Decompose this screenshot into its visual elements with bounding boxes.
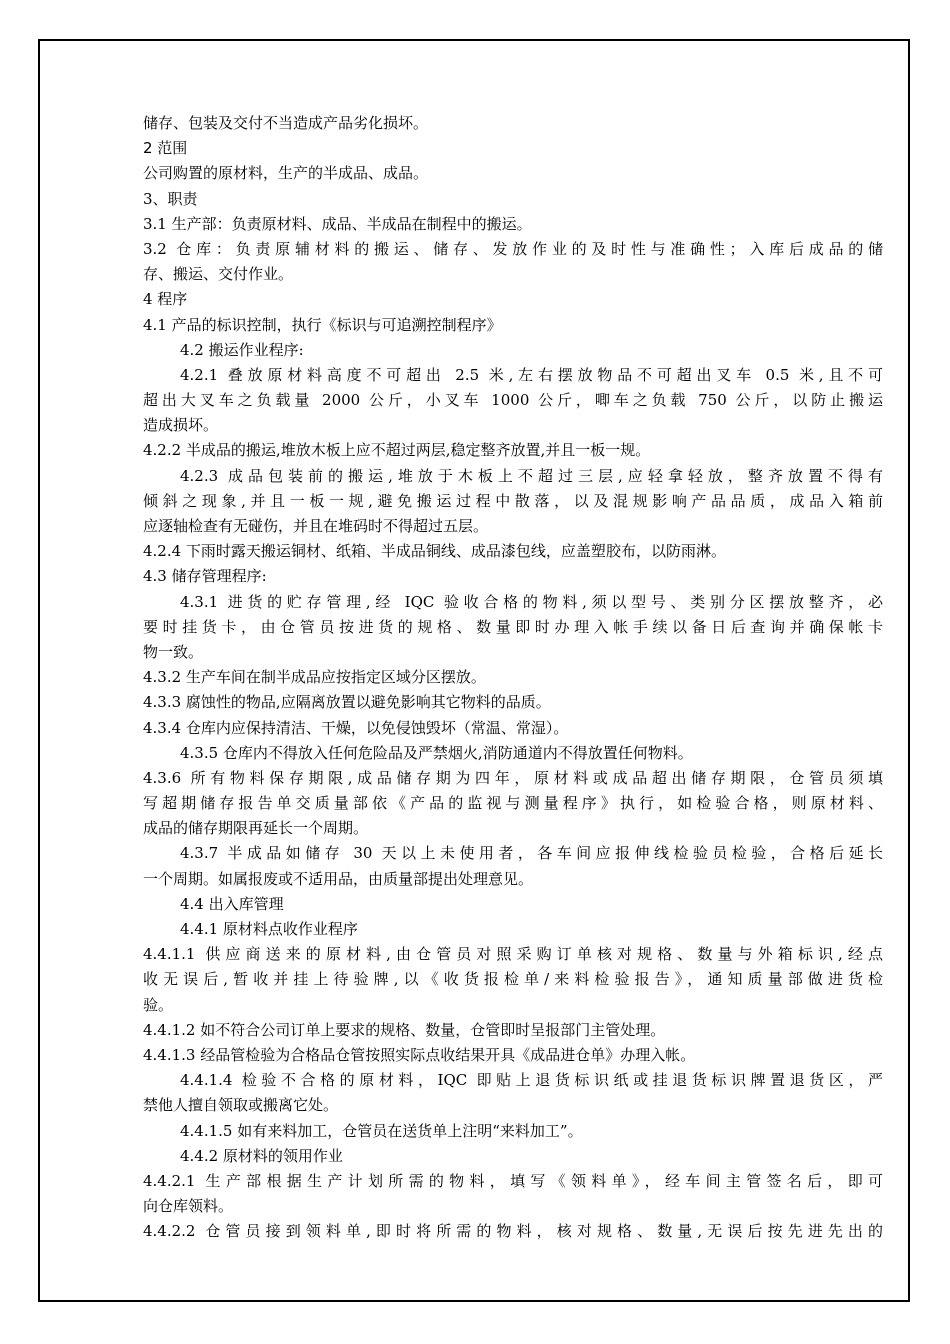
text-line: 公司购置的原材料，生产的半成品、成品。 — [143, 164, 429, 183]
text-line: 向仓库领料。 — [143, 1197, 234, 1216]
text-line: 超出大叉车之负载量 2000 公斤，小叉车 1000 公斤，唧车之负载 750 公斤，以防止搬运 — [143, 391, 883, 410]
subsection-heading: 4.4.1 原材料点收作业程序 — [180, 920, 358, 938]
text-line: 4.3.2 生产车间在制半成品应按指定区域分区摆放。 — [143, 668, 486, 687]
text-line: 4.4.1.5 如有来料加工，仓管员在送货单上注明“来料加工”。 — [180, 1121, 583, 1140]
text-line: 4.4.1.4 检验不合格的原材料，IQC 即贴上退货标识纸或挂退货标识牌置退货区，严 — [180, 1071, 883, 1090]
subsection-heading: 4.3 储存管理程序: — [143, 567, 267, 586]
text-line: 4.4.2.2 仓管员接到领料单,即时将所需的物料，核对规格、数量,无误后按先进先出的 — [143, 1222, 883, 1241]
text-line: 4.1 产品的标识控制，执行《标识与可追溯控制程序》 — [143, 315, 502, 334]
text-line: 应逐轴检查有无碰伤，并且在堆码时不得超过五层。 — [143, 517, 489, 535]
text-line: 4.3.4 仓库内应保持清洁、干燥，以免侵蚀毁坏（常温、常湿）。 — [143, 718, 569, 737]
text-line: 验。 — [143, 995, 174, 1014]
text-line: 4.3.3 腐蚀性的物品,应隔离放置以避免影响其它物料的品质。 — [143, 693, 551, 712]
text-line: 4.2.4 下雨时露天搬运铜材、纸箱、半成品铜线、成品漆包线，应盖塑胶布，以防雨淋。 — [143, 542, 726, 561]
text-line: 写超期储存报告单交质量部依《产品的监视与测量程序》执行，如检验合格，则原材料、 — [143, 794, 883, 813]
text-line: 4.2.1 叠放原材料高度不可超出 2.5 米,左右摆放物品不可超出叉车 0.5 米,且不可 — [180, 365, 883, 384]
text-line: 4.3.7 半成品如储存 30 天以上未使用者，各车间应报伸线检验员检验，合格后延长 — [180, 844, 883, 863]
text-line: 4.4.2.1 生产部根据生产计划所需的物料，填写《领料单》，经车间主管签名后，即可 — [143, 1171, 883, 1190]
text-line: 4.2.2 半成品的搬运,堆放木板上应不超过两层,稳定整齐放置,并且一板一规。 — [143, 441, 651, 460]
text-line: 要时挂货卡，由仓管员按进货的规格、数量即时办理入帐手续以备日后查询并确保帐卡 — [143, 617, 883, 636]
text-line: 4.4.1.3 经品管检验为合格品仓管按照实际点收结果开具《成品进仓单》办理入帐。 — [143, 1045, 696, 1064]
section-heading-procedure: 4 程序 — [143, 290, 188, 309]
text-line: 成品的储存期限再延长一个周期。 — [143, 819, 369, 838]
text-line: 禁他人擅自领取或搬离它处。 — [143, 1096, 339, 1115]
text-line: 存、搬运、交付作业。 — [143, 265, 294, 284]
subsection-heading: 4.2 搬运作业程序: — [180, 340, 304, 359]
text-line: 倾斜之现象,并且一板一规,避免搬运过程中散落，以及混规影响产品品质，成品入箱前 — [143, 491, 883, 510]
text-line: 4.2.3 成品包装前的搬运,堆放于木板上不超过三层,应轻拿轻放，整齐放置不得有 — [180, 466, 883, 485]
text-line: 4.3.6 所有物料保存期限,成品储存期为四年，原材料或成品超出储存期限，仓管员须填 — [143, 768, 883, 787]
text-line: 4.3.5 仓库内不得放入任何危险品及严禁烟火,消防通道内不得放置任何物料。 — [180, 743, 693, 762]
subsection-heading: 4.4.2 原材料的领用作业 — [180, 1146, 343, 1165]
text-line: 3.1 生产部：负责原材料、成品、半成品在制程中的搬运。 — [143, 214, 532, 233]
text-line: 收无误后,暂收并挂上待验牌,以《收货报检单/来料检验报告》，通知质量部做进货检 — [143, 970, 883, 989]
text-line: 物一致。 — [143, 642, 204, 661]
text-line: 4.4.1.1 供应商送来的原材料,由仓管员对照采购订单核对规格、数量与外箱标识,经点 — [143, 945, 883, 964]
text-line: 4.4.1.2 如不符合公司订单上要求的规格、数量，仓管即时呈报部门主管处理。 — [143, 1020, 666, 1039]
subsection-heading: 4.4 出入库管理 — [180, 894, 284, 913]
text-line: 一个周期。如属报废或不适用品，由质量部提出处理意见。 — [143, 869, 534, 888]
text-line: 储存、包装及交付不当造成产品劣化损坏。 — [143, 114, 429, 132]
text-line: 4.3.1 进货的贮存管理,经 IQC 验收合格的物料,须以型号、类别分区摆放整齐，必 — [180, 592, 883, 611]
text-line: 造成损坏。 — [143, 416, 219, 435]
document-body — [143, 111, 883, 1244]
section-heading-responsibilities: 3、职责 — [143, 189, 198, 208]
section-heading-scope: 2 范围 — [143, 139, 188, 158]
text-line: 3.2 仓库：负责原辅材料的搬运、储存、发放作业的及时性与准确性；入库后成品的储 — [143, 239, 883, 258]
